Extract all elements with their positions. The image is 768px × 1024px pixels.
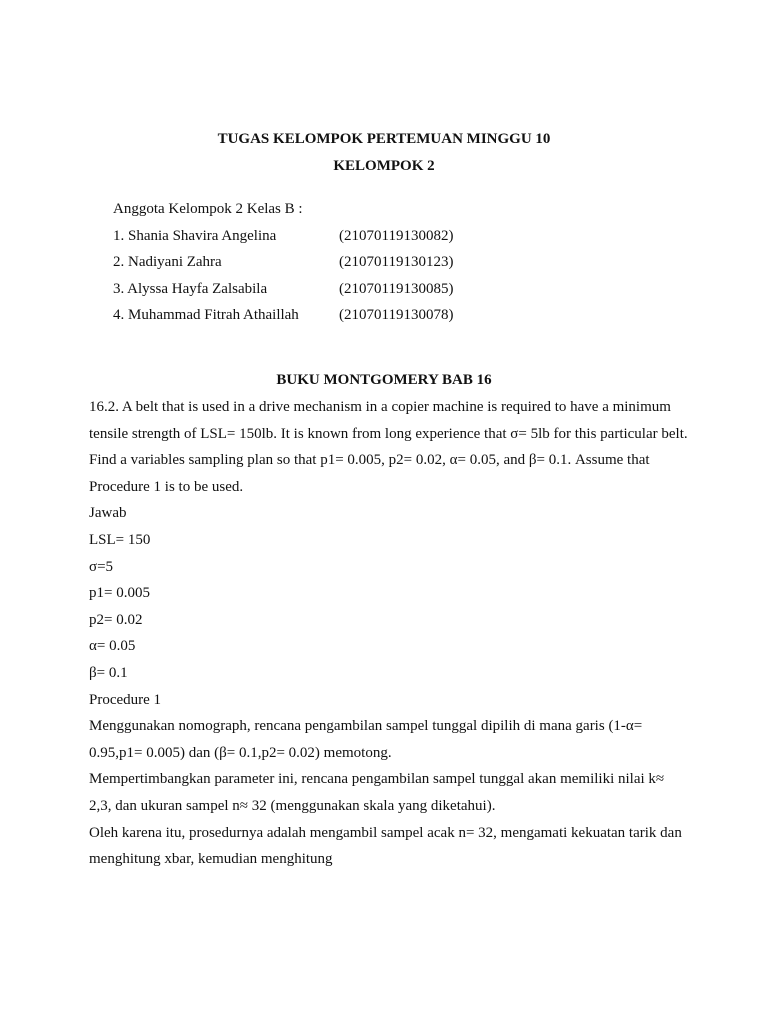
members-heading: Anggota Kelompok 2 Kelas B : — [113, 201, 303, 217]
given-value: σ=5 — [89, 558, 114, 575]
body-text — [89, 394, 689, 873]
member-nim: (21070119130082) — [339, 227, 454, 244]
member-row — [113, 306, 453, 333]
member-row — [113, 280, 453, 307]
member-row — [113, 227, 453, 254]
member-name: 4. Muhammad Fitrah Athaillah — [113, 307, 299, 323]
answer-label: Jawab — [89, 505, 127, 522]
procedure-label: Procedure 1 — [89, 691, 162, 708]
given-value: LSL= 150 — [89, 531, 151, 548]
member-row — [113, 253, 453, 280]
member-nim: (21070119130123) — [339, 254, 454, 270]
given-value: p1= 0.005 — [89, 585, 150, 602]
section-title: BUKU MONTGOMERY BAB 16 — [276, 372, 492, 388]
problem-statement: 16.2. A belt that is used in a drive mechanism in a copier machine is required to have a minimum tensile strength of LSL= 150lb. It is known from long experience that σ= 5lb for this particular belt. Find a variables sampling plan so that p1= 0.005, p2= 0.02, α= 0.05, and β= 0.1. Assume that Procedure 1 is to be used. — [89, 399, 688, 495]
member-nim: (21070119130085) — [339, 280, 454, 297]
members-block — [113, 200, 453, 333]
member-name: 1. Shania Shavira Angelina — [113, 227, 277, 244]
paragraph: Menggunakan nomograph, rencana pengambilan sampel tunggal dipilih di mana garis (1-α= 0.95,p1= 0.005) dan (β= 0.1,p2= 0.02) memotong. — [89, 718, 643, 761]
member-nim: (21070119130078) — [339, 307, 454, 323]
member-name: 2. Nadiyani Zahra — [113, 254, 222, 270]
paragraph: Oleh karena itu, prosedurnya adalah mengambil sampel acak n= 32, mengamati kekuatan tarik dan menghitung xbar, kemudian menghitung — [89, 824, 682, 868]
document-title: TUGAS KELOMPOK PERTEMUAN MINGGU 10 — [217, 131, 551, 147]
given-value: β= 0.1 — [89, 664, 128, 681]
member-name: 3. Alyssa Hayfa Zalsabila — [113, 280, 268, 297]
given-value: α= 0.05 — [89, 638, 136, 655]
paragraph: Mempertimbangkan parameter ini, rencana pengambilan sampel tunggal akan memiliki nilai k≈ 2,3, dan ukuran sampel n≈ 32 (menggunakan skala yang diketahui). — [89, 771, 665, 814]
given-value: p2= 0.02 — [89, 611, 143, 628]
group-title: KELOMPOK 2 — [333, 158, 435, 174]
